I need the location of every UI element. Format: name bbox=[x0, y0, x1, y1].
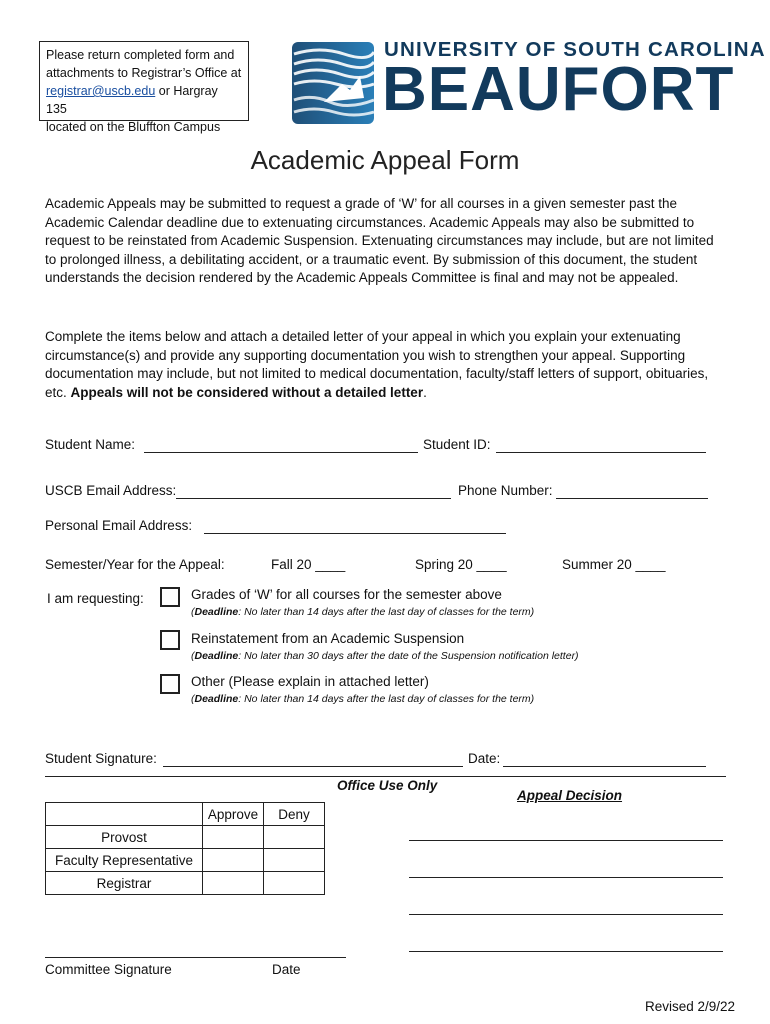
student-signature-label: Student Signature: bbox=[45, 751, 157, 766]
office-decision-table bbox=[45, 802, 325, 895]
option-deadline: (Deadline: No later than 30 days after the date of the Suspension notification letter) bbox=[191, 650, 579, 662]
committee-signature-label: Committee Signature bbox=[45, 962, 172, 977]
instructions-bold: Appeals will not be considered without a detailed letter bbox=[70, 384, 424, 400]
semester-spring[interactable]: Spring 20 ____ bbox=[415, 557, 507, 572]
return-line-1: Please return completed form and bbox=[46, 48, 235, 62]
signature-date-field[interactable] bbox=[503, 766, 706, 767]
signature-date-label: Date: bbox=[468, 751, 501, 766]
table-row bbox=[46, 872, 325, 895]
decision-line-3[interactable] bbox=[409, 914, 723, 915]
approve-header: Approve bbox=[203, 803, 264, 826]
student-signature-field[interactable] bbox=[163, 766, 463, 767]
registrar-approve-cell[interactable] bbox=[203, 872, 264, 895]
personal-email-field[interactable] bbox=[204, 533, 506, 534]
decision-line-4[interactable] bbox=[409, 951, 723, 952]
other-checkbox[interactable] bbox=[160, 674, 180, 694]
reinstatement-checkbox[interactable] bbox=[160, 630, 180, 650]
return-line-3: registrar@uscb.edu or Hargray 135 bbox=[46, 84, 218, 116]
semester-fall[interactable]: Fall 20 ____ bbox=[271, 557, 346, 572]
semester-summer[interactable]: Summer 20 ____ bbox=[562, 557, 666, 572]
row-label-registrar: Registrar bbox=[46, 872, 203, 895]
table-header-row bbox=[46, 803, 325, 826]
personal-email-label: Personal Email Address: bbox=[45, 518, 193, 533]
student-name-label: Student Name: bbox=[45, 437, 136, 452]
faculty-approve-cell[interactable] bbox=[203, 849, 264, 872]
registrar-email-link[interactable]: registrar@uscb.edu bbox=[46, 84, 156, 98]
appeal-decision-heading: Appeal Decision bbox=[517, 788, 623, 803]
registrar-deny-cell[interactable] bbox=[264, 872, 325, 895]
instructions-paragraph: Complete the items below and attach a detailed letter of your appeal in which you explain your extenuating circumstance(s) and provide any supporting documentation you wish to strengthen your appeal. Supporting documentation may include, but not limited to medical documentation, faculty/staff letters of support, obituaries, etc. Appeals will not be considered without a detailed letter. bbox=[45, 329, 709, 400]
uscb-email-field[interactable] bbox=[176, 498, 451, 499]
table-corner-cell bbox=[46, 803, 203, 826]
semester-label: Semester/Year for the Appeal: bbox=[45, 557, 225, 572]
phone-field[interactable] bbox=[556, 498, 708, 499]
table-row bbox=[46, 849, 325, 872]
decision-line-1[interactable] bbox=[409, 840, 723, 841]
student-id-field[interactable] bbox=[496, 452, 706, 453]
deny-header: Deny bbox=[264, 803, 325, 826]
return-line-4: located on the Bluffton Campus bbox=[46, 120, 221, 134]
option-deadline: (Deadline: No later than 14 days after the last day of classes for the term) bbox=[191, 606, 535, 618]
office-divider bbox=[45, 776, 726, 777]
provost-deny-cell[interactable] bbox=[264, 826, 325, 849]
office-use-heading: Office Use Only bbox=[337, 778, 438, 793]
student-id-label: Student ID: bbox=[423, 437, 491, 452]
student-name-field[interactable] bbox=[144, 452, 418, 453]
decision-line-2[interactable] bbox=[409, 877, 723, 878]
return-line-2: attachments to Registrar’s Office at bbox=[46, 66, 242, 80]
row-label-faculty: Faculty Representative bbox=[46, 849, 203, 872]
faculty-deny-cell[interactable] bbox=[264, 849, 325, 872]
provost-approve-cell[interactable] bbox=[203, 826, 264, 849]
requesting-label: I am requesting: bbox=[47, 591, 144, 606]
logo-beaufort-text: BEAUFORT bbox=[382, 55, 735, 124]
table-row bbox=[46, 826, 325, 849]
option-label: Grades of ‘W’ for all courses for the semester above bbox=[191, 587, 502, 602]
row-label-provost: Provost bbox=[46, 826, 203, 849]
return-instructions-box bbox=[39, 41, 249, 134]
option-label: Other (Please explain in attached letter) bbox=[191, 674, 429, 689]
intro-paragraph: Academic Appeals may be submitted to request a grade of ‘W’ for all courses in a given semester past the Academic Calendar deadline due to extenuating circumstances. Academic Appeals may also be submitted to request to be reinstated from Academic Suspension. Extenuating circumstances may include, but are not limited to prolonged illness, a debilitating accident, or a traumatic event. By submission of this document, the student understands the decision rendered by the Academic Appeals Committee is final and may not be appealed. bbox=[45, 196, 714, 285]
option-label: Reinstatement from an Academic Suspension bbox=[191, 631, 465, 646]
uscb-email-label: USCB Email Address: bbox=[45, 483, 177, 498]
committee-date-label: Date bbox=[272, 962, 301, 977]
option-deadline: (Deadline: No later than 14 days after the last day of classes for the term) bbox=[191, 693, 535, 705]
phone-label: Phone Number: bbox=[458, 483, 553, 498]
grades-w-checkbox[interactable] bbox=[160, 587, 180, 607]
revised-date: Revised 2/9/22 bbox=[645, 999, 736, 1014]
page-title: Academic Appeal Form bbox=[250, 145, 520, 175]
committee-signature-field[interactable] bbox=[45, 957, 346, 958]
uscb-logo-icon bbox=[290, 40, 376, 126]
logo-university-text: UNIVERSITY OF SOUTH CAROLINA bbox=[384, 38, 766, 61]
